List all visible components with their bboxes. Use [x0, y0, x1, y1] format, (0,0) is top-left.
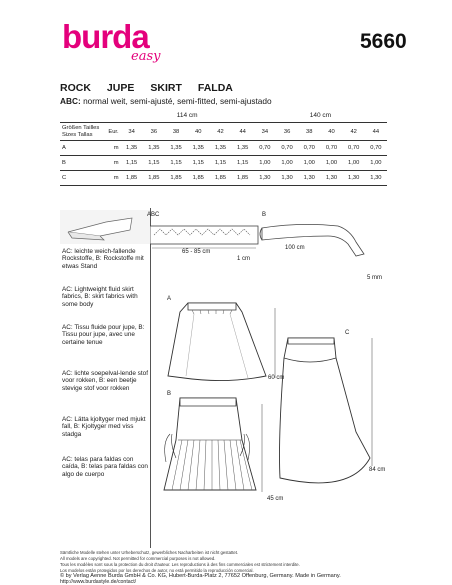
size-cell: 44 [365, 123, 387, 141]
amount-cell: 1,30 [320, 171, 342, 186]
amount-cell: 1,35 [187, 141, 209, 156]
amount-cell: 1,00 [365, 156, 387, 171]
title-fr: JUPE [106, 82, 135, 94]
amount-cell: 1,00 [276, 156, 298, 171]
width-header-114: 114 cm [176, 111, 198, 119]
skirt-a-label: A [167, 296, 172, 302]
amount-cell: 0,70 [365, 141, 387, 156]
size-header-label [60, 123, 106, 141]
size-cell: 36 [276, 123, 298, 141]
amount-cell: 0,70 [320, 141, 342, 156]
tie-view-label: B [262, 212, 267, 218]
amount-cell: 1,35 [121, 141, 143, 156]
amount-cell: 1,15 [121, 156, 143, 171]
width-header-140: 140 cm [309, 111, 332, 119]
amount-cell: 1,15 [209, 156, 231, 171]
amount-cell: 1,00 [320, 156, 342, 171]
amount-cell: 1,85 [165, 171, 187, 186]
size-cell: 42 [343, 123, 365, 141]
brand-logo: burda [62, 18, 149, 55]
waistband-width-label: 1 cm [237, 256, 251, 262]
fabric-desc-de: AC: leichte weich-fallende Rockstoffe, B: Rockstoffe mit etwas Stand [62, 248, 144, 270]
skirt-b-drawing [164, 398, 262, 492]
amount-cell: 1,15 [232, 156, 254, 171]
garment-titles [60, 82, 249, 94]
amount-cell: 1,30 [365, 171, 387, 186]
unit-label: m [106, 156, 120, 171]
fabric-desc-es: AC: telas para faldas con caída, B: telas para faldas con algo de cuerpo [62, 456, 148, 478]
skirt-c-length-label: 84 cm [369, 467, 386, 473]
skirt-a-length-label: 60 cm [268, 375, 285, 381]
amount-cell: 0,70 [276, 141, 298, 156]
amount-cell: 1,15 [143, 156, 165, 171]
legal-en: All models are copyrighted. Not permitted for commercial purposes is not allowed. [60, 556, 216, 561]
unit-label: m [106, 171, 120, 186]
size-cell: 38 [298, 123, 320, 141]
fit-prefix: ABC: [60, 96, 81, 106]
amount-cell: 1,85 [143, 171, 165, 186]
fit-line [60, 96, 272, 106]
pattern-number: 5660 [360, 30, 407, 53]
amount-cell: 1,35 [209, 141, 231, 156]
amount-cell: 1,15 [187, 156, 209, 171]
title-en: SKIRT [150, 82, 182, 94]
amount-cell: 1,30 [343, 171, 365, 186]
size-cell: 34 [254, 123, 276, 141]
amount-cell: 1,15 [165, 156, 187, 171]
tie-drawing [260, 224, 364, 256]
copyright-line: © by Verlag Aenne Burda GmbH & Co. KG, Hubert-Burda-Platz 2, 77652 Offenburg, Germany. Made in Germany. [60, 573, 341, 579]
size-cell: 42 [209, 123, 231, 141]
fabric-requirements-table [60, 108, 387, 186]
view-label: B [60, 156, 106, 171]
amount-cell: 1,00 [298, 156, 320, 171]
legal-es: Los modelos están protegidos por los derechos de autor, no está permitido la reproducción comercial. [60, 568, 254, 573]
amount-cell: 1,00 [254, 156, 276, 171]
brand-tagline: easy [131, 49, 161, 64]
size-cell: 44 [232, 123, 254, 141]
waistband-drawing [150, 226, 258, 248]
fabric-desc-sv: AC: Lätta kjoltyger med mjukt fall, B: Kjoltyger med viss stadga [62, 416, 146, 438]
contact-url: http://www.burdastyle.de/contact/ [60, 579, 137, 585]
tie-width-label: 5 mm [367, 275, 382, 281]
size-cell: 36 [143, 123, 165, 141]
title-es: FALDA [197, 82, 233, 94]
amount-cell: 1,85 [232, 171, 254, 186]
size-label-line1: Größen Tailles [62, 124, 100, 131]
amount-cell: 1,85 [209, 171, 231, 186]
unit-label: m [106, 141, 120, 156]
fabric-swatch-icon [60, 210, 150, 244]
amount-cell: 1,35 [165, 141, 187, 156]
table-row [60, 156, 387, 171]
legal-fr: Tous les modèles sont sous la protection du droit d'auteur. Les reproductions à des fins commerciales est strictement interdite. [60, 562, 300, 567]
amount-cell: 1,35 [232, 141, 254, 156]
fabric-desc-fr: AC: Tissu fluide pour jupe, B: Tissu pour jupe, avec une certaine tenue [62, 324, 145, 346]
fit-text: normal weit, semi-ajusté, semi-fitted, semi-ajustado [83, 96, 272, 106]
eur-label: Eur. [106, 123, 120, 141]
waistband-length-label: 65 - 85 cm [182, 249, 211, 255]
waistband-views-label: ABC [147, 212, 160, 218]
table-row [60, 141, 387, 156]
size-cell: 40 [320, 123, 342, 141]
amount-cell: 1,00 [343, 156, 365, 171]
size-cell: 40 [187, 123, 209, 141]
amount-cell: 1,35 [143, 141, 165, 156]
amount-cell: 1,30 [254, 171, 276, 186]
fabric-desc-en: AC: Lightweight fluid skirt fabrics, B: skirt fabrics with some body [62, 286, 138, 308]
amount-cell: 0,70 [254, 141, 276, 156]
amount-cell: 1,30 [276, 171, 298, 186]
amount-cell: 0,70 [343, 141, 365, 156]
size-cell: 38 [165, 123, 187, 141]
skirt-c-drawing [280, 338, 373, 483]
skirt-b-label: B [167, 391, 172, 397]
view-label: C [60, 171, 106, 186]
amount-cell: 1,30 [298, 171, 320, 186]
size-label-line2: Sizes Tallas [62, 131, 93, 138]
amount-cell: 1,85 [187, 171, 209, 186]
view-label: A [60, 141, 106, 156]
skirt-a-drawing [168, 303, 275, 381]
skirt-b-length-label: 45 cm [267, 496, 284, 502]
title-de: ROCK [60, 82, 91, 94]
skirt-c-label: C [345, 330, 350, 336]
size-cell: 34 [121, 123, 143, 141]
table-row [60, 171, 387, 186]
tie-length-label: 100 cm [285, 245, 305, 251]
amount-cell: 1,85 [121, 171, 143, 186]
legal-de: Sämtliche Modelle stehen unter Urheberschutz, gewerbliches Nacharbeiten ist nicht gestattet. [60, 550, 239, 555]
amount-cell: 0,70 [298, 141, 320, 156]
fabric-desc-nl: AC: lichte soepelval-lende stof voor rokken, B: een beetje stevige stof voor rokken [62, 370, 148, 392]
